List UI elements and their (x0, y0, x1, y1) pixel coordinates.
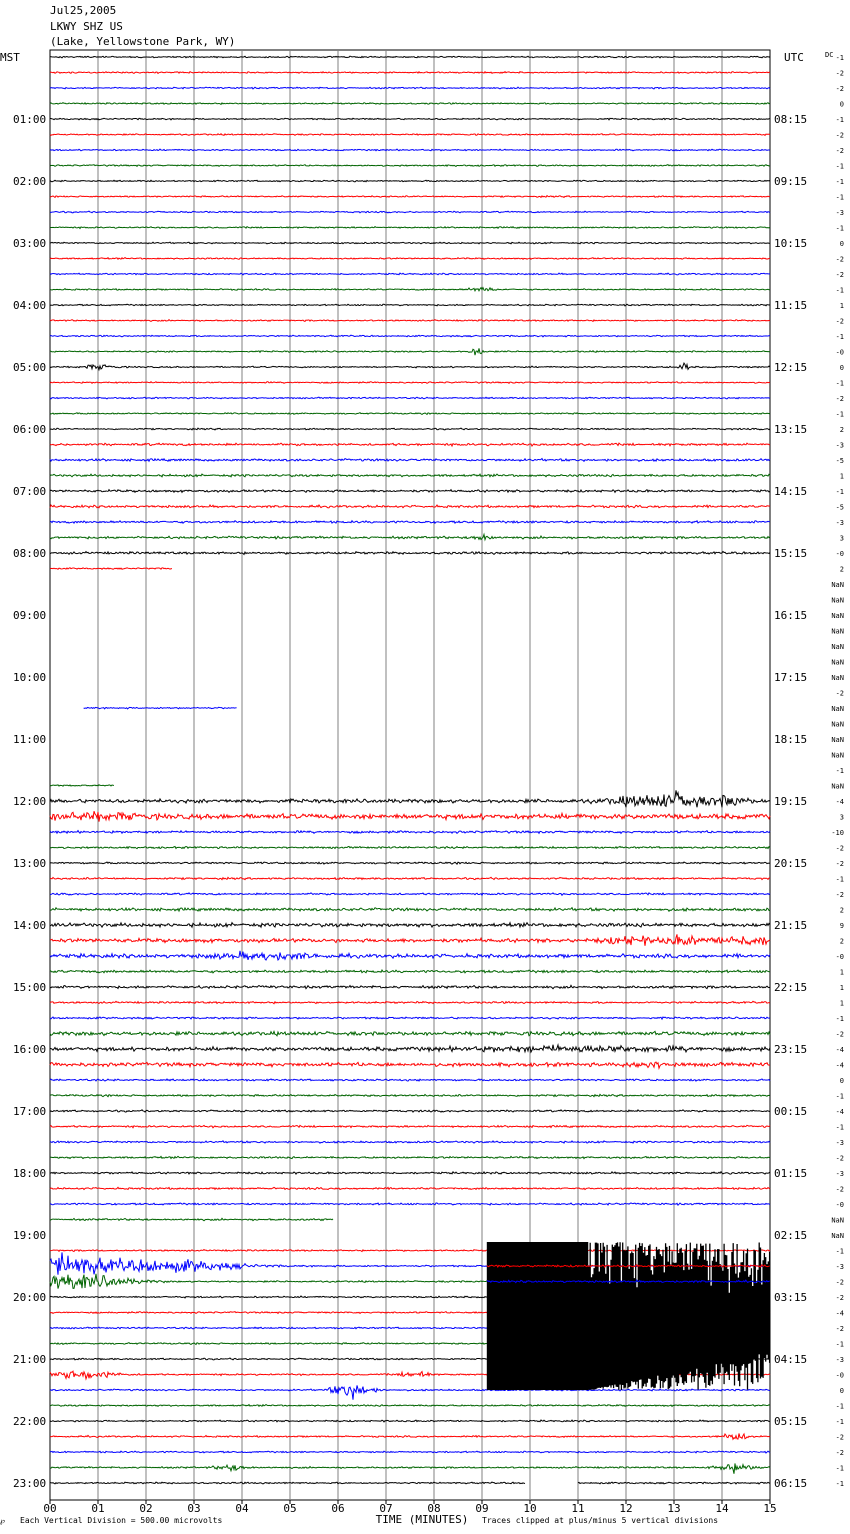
seismic-trace (50, 534, 770, 539)
dc-offset-label: -3 (835, 1356, 844, 1364)
dc-offset-label: -3 (835, 1170, 844, 1178)
dc-offset-label: -3 (835, 519, 844, 527)
dc-offset-label: -2 (835, 860, 844, 868)
right-hour-label: 02:15 (774, 1229, 808, 1242)
seismic-trace (50, 1250, 770, 1252)
dc-offset-label: 1 (839, 999, 844, 1008)
right-hour-label: 23:15 (774, 1043, 808, 1056)
seismic-trace (50, 1001, 770, 1003)
dc-offset-label: -1 (835, 1015, 844, 1023)
dc-offset-label: -4 (835, 1309, 844, 1318)
dc-offset-label: -2 (835, 395, 844, 403)
dc-offset-label: 2 (839, 426, 844, 434)
seismic-trace (50, 908, 770, 912)
dc-offset-label: -1 (835, 1340, 844, 1349)
right-hour-label: 17:15 (774, 671, 808, 684)
dc-offset-label: -1 (835, 1464, 844, 1473)
dc-offset-label: -1 (835, 286, 844, 295)
seismic-trace (50, 397, 770, 399)
dc-offset-label: -1 (835, 379, 844, 388)
x-axis-tick-label: 14 (715, 1502, 729, 1515)
left-hour-label: 14:00 (13, 919, 47, 932)
right-hour-label: 00:15 (774, 1105, 808, 1118)
left-hour-label: 13:00 (13, 857, 47, 870)
seismic-trace (50, 320, 770, 322)
right-hour-label: 18:15 (774, 733, 808, 746)
dc-offset-label: 9 (839, 922, 844, 930)
x-axis-tick-label: 00 (43, 1502, 57, 1515)
dc-offset-label: -0 (835, 348, 844, 357)
right-hour-label: 12:15 (774, 361, 808, 374)
seismic-trace (50, 288, 770, 291)
right-hour-label: 09:15 (774, 175, 808, 188)
seismic-trace (50, 1031, 770, 1035)
seismic-trace (50, 363, 770, 370)
left-hour-label: 17:00 (13, 1105, 47, 1118)
left-hour-label: 12:00 (13, 795, 47, 808)
x-axis-tick-label: 04 (235, 1502, 249, 1515)
left-hour-label: 05:00 (13, 361, 47, 374)
right-hour-label: 19:15 (774, 795, 808, 808)
seismic-trace (50, 87, 770, 89)
dc-offset-label: -0 (835, 1201, 844, 1209)
dc-offset-label: -1 (835, 1247, 844, 1256)
left-hour-label: 02:00 (13, 175, 47, 188)
right-hour-label: 16:15 (774, 609, 808, 622)
dc-offset-label: 2 (839, 565, 844, 574)
seismic-trace (50, 258, 770, 260)
chart-title-date: Jul25,2005 (50, 4, 117, 17)
seismic-trace (50, 1433, 770, 1439)
seismic-trace (50, 180, 770, 182)
seismic-trace (50, 196, 770, 198)
dc-offset-label: NaN (831, 581, 844, 589)
seismic-trace (50, 1405, 770, 1407)
right-hour-label: 03:15 (774, 1291, 808, 1304)
seismic-trace (50, 1385, 770, 1399)
dc-offset-label: 3 (839, 534, 844, 543)
dc-offset-label: NaN (831, 736, 844, 744)
dc-offset-label: -2 (835, 85, 844, 93)
dc-offset-label: -1 (835, 1418, 844, 1426)
seismic-trace (50, 382, 770, 384)
dc-offset-label: -4 (835, 1108, 844, 1116)
dc-offset-label: -2 (835, 844, 844, 853)
seismic-trace (50, 273, 770, 275)
dc-offset-label: -5 (835, 457, 844, 465)
scale-note: Each Vertical Division = 500.00 microvolts (20, 1516, 223, 1525)
x-axis-tick-label: 02 (139, 1502, 153, 1515)
dc-offset-label: -2 (835, 1433, 844, 1442)
dc-offset-label: -1 (835, 1480, 844, 1488)
x-axis-label: TIME (MINUTES) (375, 1513, 469, 1526)
right-hour-label: 04:15 (774, 1353, 808, 1366)
seismic-trace (50, 149, 770, 151)
seismic-trace (50, 923, 770, 927)
dc-offset-label: NaN (831, 627, 844, 636)
seismic-trace (50, 1062, 770, 1068)
dc-offset-label: NaN (831, 596, 844, 605)
left-hour-label: 09:00 (13, 609, 47, 622)
dc-offset-label: -2 (835, 271, 844, 279)
seismic-trace (50, 72, 770, 74)
seismic-trace (50, 1203, 770, 1205)
chart-title-location: (Lake, Yellowstone Park, WY) (50, 35, 236, 48)
dc-offset-label: -3 (835, 441, 844, 450)
seismic-trace (50, 1482, 525, 1484)
dc-offset-label: -1 (835, 178, 844, 186)
seismic-trace (50, 1079, 770, 1081)
dc-offset-label: -3 (835, 209, 844, 217)
seismic-trace (50, 490, 770, 493)
dc-offset-label: -2 (835, 689, 844, 698)
seismic-trace (50, 304, 770, 306)
seismic-trace (50, 227, 770, 229)
dc-offset-label: -2 (835, 317, 844, 326)
left-hour-label: 03:00 (13, 237, 47, 250)
dc-offset-label: 0 (839, 240, 844, 248)
dc-offset-label: -2 (835, 1278, 844, 1287)
dc-offset-label: -1 (835, 767, 844, 775)
seismic-trace (50, 505, 770, 508)
dc-offset-label: 1 (839, 472, 844, 481)
seismic-trace (50, 474, 770, 477)
x-axis-tick-label: 09 (475, 1502, 489, 1515)
x-axis-tick-label: 08 (427, 1502, 441, 1515)
seismic-trace (50, 56, 770, 58)
seismic-trace (50, 1125, 770, 1127)
seismic-trace (50, 242, 770, 244)
seismic-trace (50, 165, 770, 167)
dc-offset-label: 2 (839, 906, 844, 915)
dc-offset-label: NaN (831, 1216, 844, 1225)
left-hour-label: 16:00 (13, 1043, 47, 1056)
x-axis-tick-label: 12 (619, 1502, 633, 1515)
seismic-trace (50, 1045, 770, 1053)
seismic-trace (50, 811, 770, 821)
x-axis-tick-label: 05 (283, 1502, 297, 1515)
seismic-trace (50, 103, 770, 105)
left-hour-label: 20:00 (13, 1291, 47, 1304)
seismic-trace (50, 211, 770, 213)
dc-offset-label: NaN (831, 705, 844, 713)
left-hour-label: 10:00 (13, 671, 47, 684)
dc-offset-label: -4 (835, 798, 844, 806)
dc-offset-label: -1 (835, 333, 844, 341)
dc-offset-label: -2 (835, 69, 844, 78)
dc-offset-label: -2 (835, 1030, 844, 1039)
seismic-trace (50, 443, 770, 446)
seismic-trace (50, 459, 770, 462)
dc-offset-label: NaN (831, 612, 844, 620)
corner-mark: ℘ (0, 1517, 5, 1525)
dc-offset-label: -0 (835, 1371, 844, 1380)
dc-offset-label: -0 (835, 953, 844, 961)
left-hour-label: 22:00 (13, 1415, 47, 1428)
seismic-trace (50, 831, 770, 834)
dc-offset-label: 3 (839, 813, 844, 822)
seismic-trace (50, 985, 770, 988)
left-hour-label: 01:00 (13, 113, 47, 126)
left-hour-label: 08:00 (13, 547, 47, 560)
x-axis-tick-label: 11 (571, 1502, 585, 1515)
x-axis-tick-label: 06 (331, 1502, 345, 1515)
right-hour-label: 11:15 (774, 299, 808, 312)
seismic-trace (50, 521, 770, 524)
dc-header: DC (825, 51, 834, 59)
left-hour-label: 23:00 (13, 1477, 47, 1490)
seismic-trace (50, 790, 770, 807)
seismic-trace (50, 118, 770, 120)
right-hour-label: 05:15 (774, 1415, 808, 1428)
dc-offset-label: -2 (835, 131, 844, 140)
seismic-trace (50, 1094, 770, 1096)
left-hour-label: 19:00 (13, 1229, 47, 1242)
right-hour-label: 10:15 (774, 237, 808, 250)
x-axis-tick-label: 10 (523, 1502, 537, 1515)
seismic-trace (50, 134, 770, 136)
dc-offset-label: -2 (835, 255, 844, 264)
right-hour-label: 21:15 (774, 919, 808, 932)
dc-offset-label: -1 (835, 1123, 844, 1132)
dc-offset-label: -1 (835, 1402, 844, 1411)
dc-offset-label: -2 (835, 1294, 844, 1302)
chart-title-station: LKWY SHZ US (50, 20, 123, 33)
dc-offset-label: -2 (835, 1449, 844, 1457)
dc-offset-label: -2 (835, 891, 844, 899)
seismic-trace (50, 1187, 770, 1189)
dc-offset-label: -1 (835, 54, 844, 62)
x-axis-tick-label: 03 (187, 1502, 201, 1515)
seismic-trace (50, 568, 172, 570)
clipped-signal-spikes (588, 1242, 770, 1390)
dc-offset-label: 2 (839, 937, 844, 946)
dc-offset-label: -3 (835, 1263, 844, 1271)
right-hour-label: 08:15 (774, 113, 808, 126)
seismic-trace (50, 1017, 770, 1019)
left-hour-label: 06:00 (13, 423, 47, 436)
seismic-trace (50, 1420, 770, 1422)
right-timezone-label: UTC (784, 51, 804, 64)
dc-offset-label: -2 (835, 1154, 844, 1163)
dc-offset-label: -10 (831, 829, 844, 837)
seismic-trace (50, 335, 770, 337)
seismic-trace (50, 785, 114, 786)
clipped-signal-block (487, 1242, 588, 1390)
dc-offset-label: -0 (835, 550, 844, 558)
seismic-trace (50, 1451, 770, 1453)
dc-offset-label: -3 (835, 1139, 844, 1147)
dc-offset-label: 1 (839, 302, 844, 310)
right-hour-label: 20:15 (774, 857, 808, 870)
left-hour-label: 15:00 (13, 981, 47, 994)
dc-offset-label: NaN (831, 674, 844, 682)
dc-offset-label: 0 (839, 1077, 844, 1085)
dc-offset-label: NaN (831, 658, 844, 667)
dc-offset-label: -5 (835, 503, 844, 512)
right-hour-label: 22:15 (774, 981, 808, 994)
dc-offset-label: -2 (835, 1185, 844, 1194)
seismic-trace (50, 1218, 333, 1220)
right-hour-label: 01:15 (774, 1167, 808, 1180)
dc-offset-label: -1 (835, 193, 844, 202)
seismic-trace (50, 951, 770, 960)
dc-offset-label: -4 (835, 1046, 844, 1054)
dc-offset-label: -1 (835, 410, 844, 419)
dc-offset-label: NaN (831, 1232, 844, 1240)
seismic-trace (50, 970, 770, 973)
seismic-trace (50, 877, 770, 879)
seismic-trace (50, 1110, 770, 1112)
seismic-trace (50, 1156, 770, 1158)
dc-offset-label: -1 (835, 224, 844, 233)
dc-offset-label: -4 (835, 1061, 844, 1070)
left-hour-label: 07:00 (13, 485, 47, 498)
clip-note: Traces clipped at plus/minus 5 vertical divisions (482, 1516, 719, 1525)
left-hour-label: 11:00 (13, 733, 47, 746)
dc-offset-label: -2 (835, 147, 844, 155)
seismic-trace (50, 428, 770, 430)
seismic-trace (50, 1172, 770, 1174)
left-hour-label: 21:00 (13, 1353, 47, 1366)
seismic-trace (50, 413, 770, 415)
seismic-trace (50, 348, 770, 355)
right-hour-label: 15:15 (774, 547, 808, 560)
dc-offset-label: -1 (835, 162, 844, 171)
seismic-trace (50, 1141, 770, 1143)
left-timezone-label: MST (0, 51, 20, 64)
x-axis-tick-label: 13 (667, 1502, 681, 1515)
left-hour-label: 04:00 (13, 299, 47, 312)
seismic-trace (50, 846, 770, 848)
right-hour-label: 13:15 (774, 423, 808, 436)
dc-offset-label: NaN (831, 720, 844, 729)
dc-offset-label: 0 (839, 364, 844, 372)
seismic-trace (84, 707, 237, 709)
dc-offset-label: -1 (835, 116, 844, 124)
seismic-trace (50, 1463, 770, 1473)
dc-offset-label: 0 (839, 1387, 844, 1395)
seismic-trace (50, 552, 770, 555)
dc-offset-label: NaN (831, 751, 844, 760)
dc-offset-label: NaN (831, 643, 844, 651)
x-axis-tick-label: 07 (379, 1502, 393, 1515)
left-hour-label: 18:00 (13, 1167, 47, 1180)
dc-offset-label: 0 (839, 100, 844, 109)
seismic-trace (50, 934, 770, 945)
x-axis-tick-label: 01 (91, 1502, 105, 1515)
seismic-trace (50, 893, 770, 895)
dc-offset-label: -1 (835, 875, 844, 884)
dc-offset-label: -1 (835, 1092, 844, 1101)
dc-offset-label: -1 (835, 488, 844, 496)
dc-offset-label: NaN (831, 782, 844, 791)
dc-offset-label: 1 (839, 984, 844, 992)
right-hour-label: 14:15 (774, 485, 808, 498)
dc-offset-label: -2 (835, 1325, 844, 1333)
dc-offset-label: 1 (839, 968, 844, 977)
seismic-trace (50, 862, 770, 864)
right-hour-label: 06:15 (774, 1477, 808, 1490)
x-axis-tick-label: 15 (763, 1502, 777, 1515)
